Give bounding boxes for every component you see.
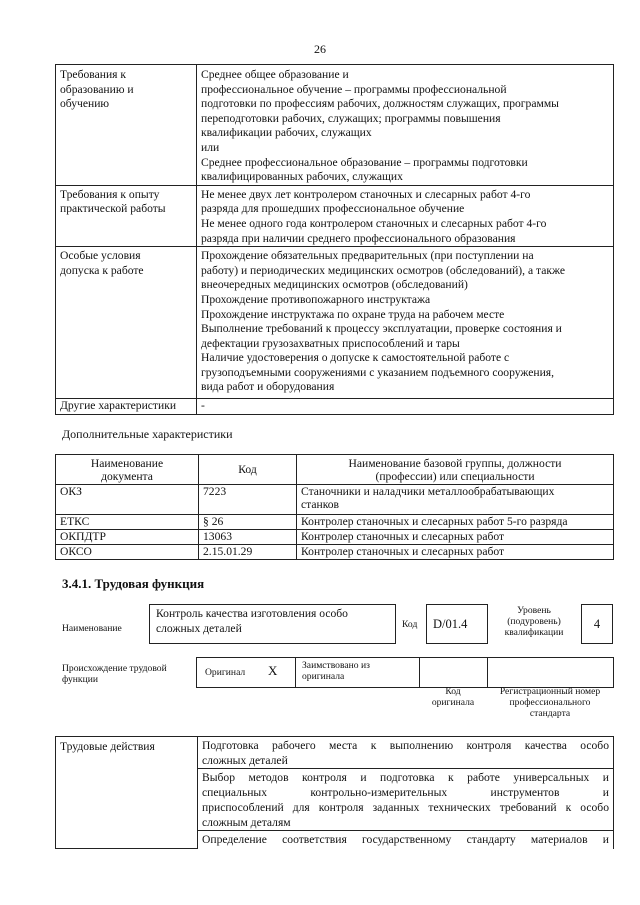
code-original-caption: Код оригинала [431,686,475,708]
requirements-content: Прохождение обязательных предварительных (при поступлении на работу) и периодических медицинских осмотров (обследований), а также внеочередных медицинских осмотров (обследований) Прохождение противопожарного инструктажа Прохождение инструктажа по охране труда на рабочем месте Выполнение требований к процессу эксплуатации, проверке состояния и дефектации грузозахватных приспособлений и тары Наличие удостоверения о допуске к самостоятельной работе с грузоподъемными сооружениями с указанием подъемного сооружения, вида работ и оборудования [197,247,614,399]
row-code: § 26 [199,515,297,530]
header-code: Код [199,455,297,485]
requirements-row-education [56,65,614,186]
actions-table [55,736,614,849]
origin-original-cell: Оригинал X [196,657,296,688]
function-code-box: D/01.4 [426,604,488,644]
row-code: 7223 [199,485,297,515]
origin-label: Происхождение трудовой функции [62,663,167,685]
requirements-content: Среднее общее образование и профессиональное обучение – программы профессиональной подготовки по профессиям рабочих, должностям служащих, программы переподготовки рабочих, служащих; программы повышения квалификации рабочих, служащих или Среднее профессиональное образование – программы подготовки квалифицированных рабочих, служащих [197,65,614,186]
header-document: Наименование документа [56,455,199,485]
level-box: 4 [581,604,613,644]
requirements-content: - [197,399,614,415]
row-name: Контролер станочных и слесарных работ 5-го разряда [297,515,614,530]
row-name: Контролер станочных и слесарных работ [297,545,614,560]
reg-number-caption: Регистрационный номер профессионального стандарта [499,686,601,719]
header-name: Наименование базовой группы, должности (профессии) или специальности [297,455,614,485]
function-name-label: Наименование [62,623,122,634]
origin-reg-number-cell [487,657,614,688]
row-document: ЕТКС [56,515,199,530]
requirements-row-other [56,399,614,415]
requirements-row-conditions [56,247,614,399]
origin-borrowed-cell: Заимствовано из оригинала [295,657,420,688]
action-item: Подготовка рабочего места к выполнению контроля качества особо сложных деталей [198,737,614,769]
row-document: ОКСО [56,545,199,560]
action-item: Выбор методов контроля и подготовка к работе универсальных и специальных контрольно-измерительных инструментов и приспособлений для контроля заданных технических требований к особо сложным деталям [198,769,614,831]
requirements-label: Требования к опыту практической работы [56,185,197,246]
table-row [56,515,614,530]
table-row [56,737,614,769]
row-name: Контролер станочных и слесарных работ [297,530,614,545]
level-label: Уровень (подуровень) квалификации [504,605,564,638]
requirements-row-experience [56,185,614,246]
additional-title: Дополнительные характеристики [62,427,233,441]
additional-header-row [56,455,614,485]
requirements-content: Не менее двух лет контролером станочных и слесарных работ 4-го разряда для прошедших профессиональное обучение Не менее одного года контролером станочных и слесарных работ 4-го разряда при наличии среднего профессионального образования [197,185,614,246]
requirements-label: Особые условия допуска к работе [56,247,197,399]
table-row [56,485,614,515]
table-row [56,530,614,545]
function-name-box: Контроль качества изготовления особо сложных деталей [149,604,396,644]
page-number: 26 [314,42,326,56]
actions-label: Трудовые действия [56,737,198,849]
row-code: 13063 [199,530,297,545]
row-code: 2.15.01.29 [199,545,297,560]
action-item: Определение соответствия государственному стандарту материалов и [198,831,614,849]
table-row [56,545,614,560]
row-name: Станочники и наладчики металлообрабатывающих станков [297,485,614,515]
additional-table [55,454,614,560]
requirements-table [55,64,614,415]
requirements-label: Требования к образованию и обучению [56,65,197,186]
row-document: ОКЗ [56,485,199,515]
row-document: ОКПДТР [56,530,199,545]
function-code-label: Код [402,619,418,630]
origin-code-cell [419,657,488,688]
section-title: 3.4.1. Трудовая функция [62,576,205,591]
requirements-label: Другие характеристики [56,399,197,415]
